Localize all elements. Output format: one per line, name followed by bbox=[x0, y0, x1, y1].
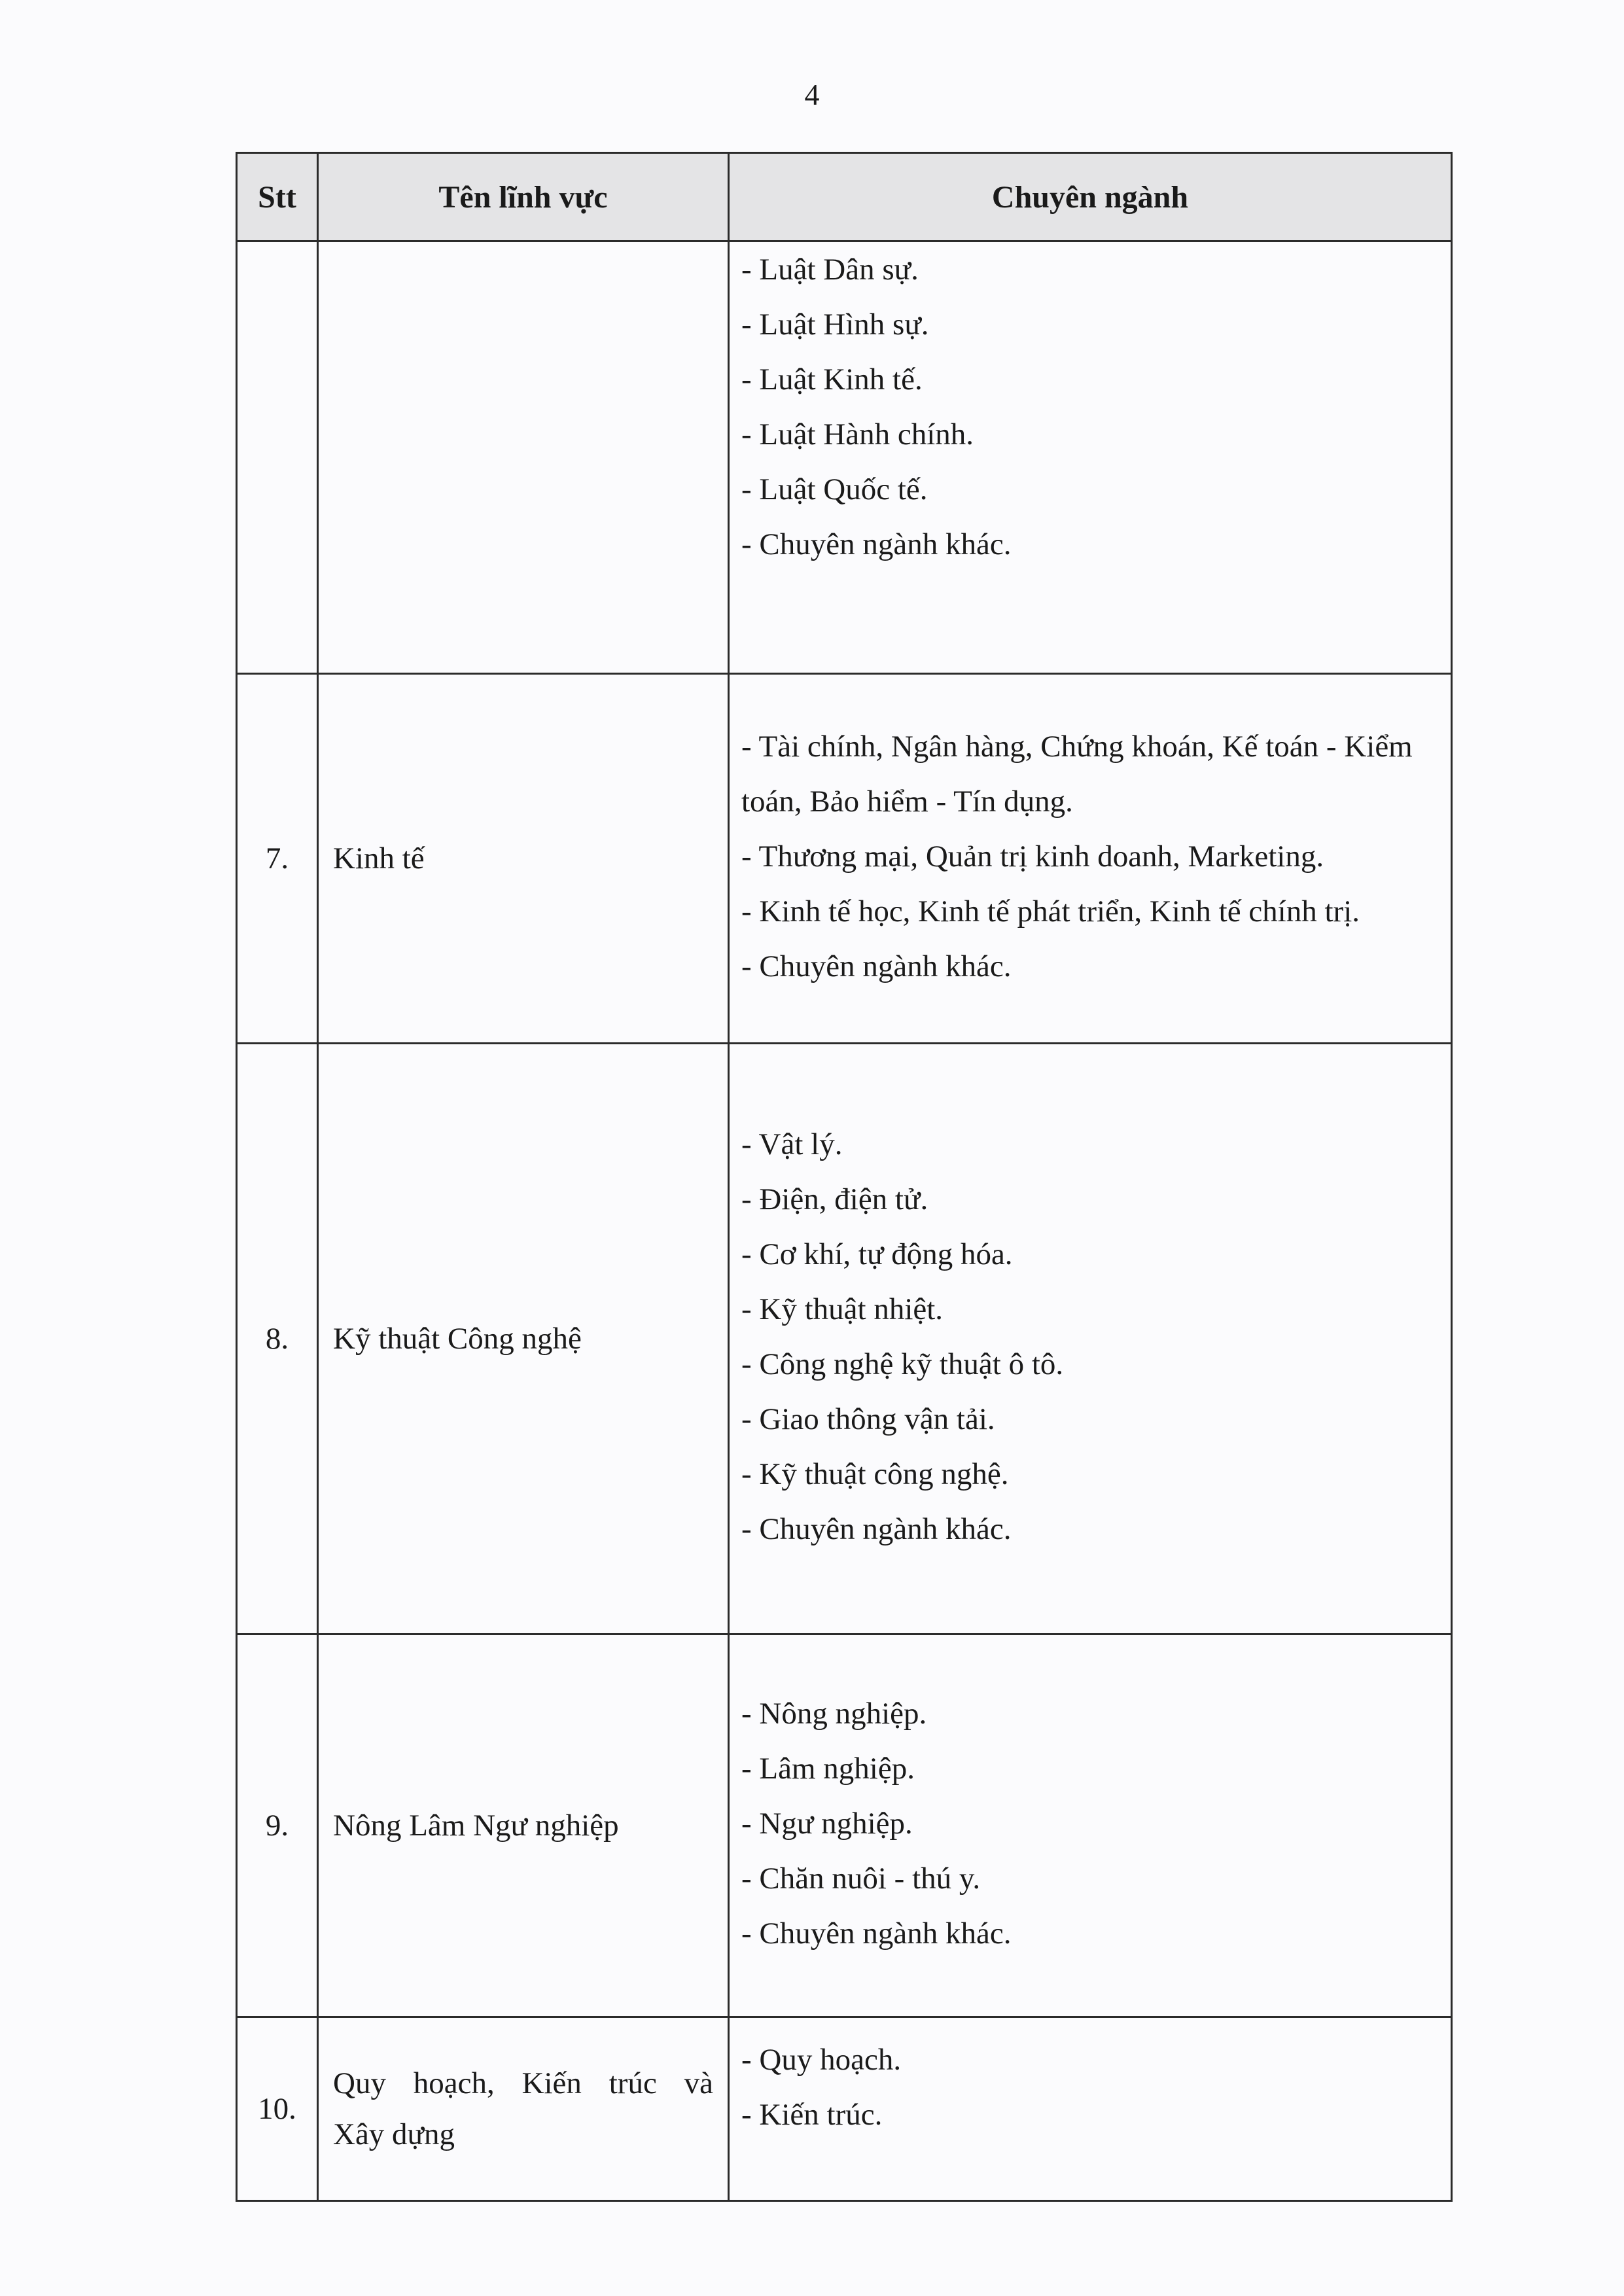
specialty-item: - Giao thông vận tải. bbox=[741, 1402, 995, 1436]
table-header bbox=[237, 153, 1452, 241]
specialty-item: - Công nghệ kỹ thuật ô tô. bbox=[741, 1347, 1064, 1381]
specialty-item: - Vật lý. bbox=[741, 1127, 843, 1161]
specialty-item: - Luật Quốc tế. bbox=[741, 472, 928, 506]
row-field: Kỹ thuật Công nghệ bbox=[318, 1044, 729, 1634]
header-row bbox=[237, 153, 1452, 241]
header-stt: Stt bbox=[237, 153, 318, 241]
specialty-item: - Kiến trúc. bbox=[741, 2098, 883, 2132]
row-field: Nông Lâm Ngư nghiệp bbox=[318, 1634, 729, 2017]
row-field bbox=[318, 2017, 729, 2201]
specialty-item: - Ngư nghiệp. bbox=[741, 1807, 913, 1841]
row-specialties bbox=[729, 2017, 1452, 2201]
specialty-item: - Luật Kinh tế. bbox=[741, 362, 923, 397]
specialty-item: - Luật Dân sự. bbox=[741, 253, 919, 287]
header-specialties: Chuyên ngành bbox=[729, 153, 1452, 241]
row-specialties bbox=[729, 1634, 1452, 2017]
specialty-table bbox=[236, 152, 1453, 2202]
specialty-list bbox=[741, 719, 1440, 994]
specialty-item: - Chuyên ngành khác. bbox=[741, 1512, 1012, 1546]
specialty-item: - Quy hoạch. bbox=[741, 2043, 902, 2077]
row-stt: 9. bbox=[237, 1634, 318, 2017]
specialty-item: - Tài chính, Ngân hàng, Chứng khoán, Kế toán - Kiểm toán, Bảo hiểm - Tín dụng. bbox=[741, 730, 1413, 819]
row-stt: 10. bbox=[237, 2017, 318, 2201]
row-field: Kinh tế bbox=[318, 674, 729, 1044]
table-row-planning bbox=[237, 2017, 1452, 2201]
specialty-item: - Chuyên ngành khác. bbox=[741, 1916, 1012, 1951]
specialty-list bbox=[741, 1686, 1440, 1961]
row-stt: 7. bbox=[237, 674, 318, 1044]
table-row-engineering bbox=[237, 1044, 1452, 1634]
row-specialties bbox=[729, 674, 1452, 1044]
specialty-list bbox=[741, 2032, 1440, 2142]
specialty-item: - Kỹ thuật nhiệt. bbox=[741, 1292, 944, 1326]
table-row-agriculture bbox=[237, 1634, 1452, 2017]
specialty-item: - Kinh tế học, Kinh tế phát triển, Kinh tế chính trị. bbox=[741, 894, 1360, 928]
specialty-list bbox=[741, 242, 1440, 572]
specialty-item: - Thương mại, Quản trị kinh doanh, Marketing. bbox=[741, 839, 1324, 874]
specialty-item: - Luật Hành chính. bbox=[741, 417, 974, 451]
specialty-list bbox=[741, 1117, 1440, 1557]
row-specialties bbox=[729, 1044, 1452, 1634]
header-field: Tên lĩnh vực bbox=[318, 153, 729, 241]
row-field-line-1: Quy hoạch, Kiến trúc và bbox=[333, 2066, 713, 2100]
specialty-item: - Cơ khí, tự động hóa. bbox=[741, 1237, 1013, 1271]
row-specialties bbox=[729, 241, 1452, 674]
page-number: 4 bbox=[804, 78, 820, 111]
specialty-item: - Chuyên ngành khác. bbox=[741, 949, 1012, 983]
specialty-item: - Nông nghiệp. bbox=[741, 1697, 927, 1731]
row-field-line-2: Xây dựng bbox=[333, 2117, 455, 2151]
table-body bbox=[237, 241, 1452, 2201]
row-field bbox=[318, 241, 729, 674]
specialty-item: - Lâm nghiệp. bbox=[741, 1752, 915, 1786]
specialty-item: - Chuyên ngành khác. bbox=[741, 527, 1012, 561]
table-row-economics bbox=[237, 674, 1452, 1044]
specialty-item: - Luật Hình sự. bbox=[741, 308, 929, 342]
specialty-item: - Chăn nuôi - thú y. bbox=[741, 1862, 981, 1896]
row-stt: 8. bbox=[237, 1044, 318, 1634]
specialty-item: - Kỹ thuật công nghệ. bbox=[741, 1457, 1009, 1491]
table-row-law-continued bbox=[237, 241, 1452, 674]
specialty-item: - Điện, điện tử. bbox=[741, 1182, 928, 1216]
row-stt bbox=[237, 241, 318, 674]
